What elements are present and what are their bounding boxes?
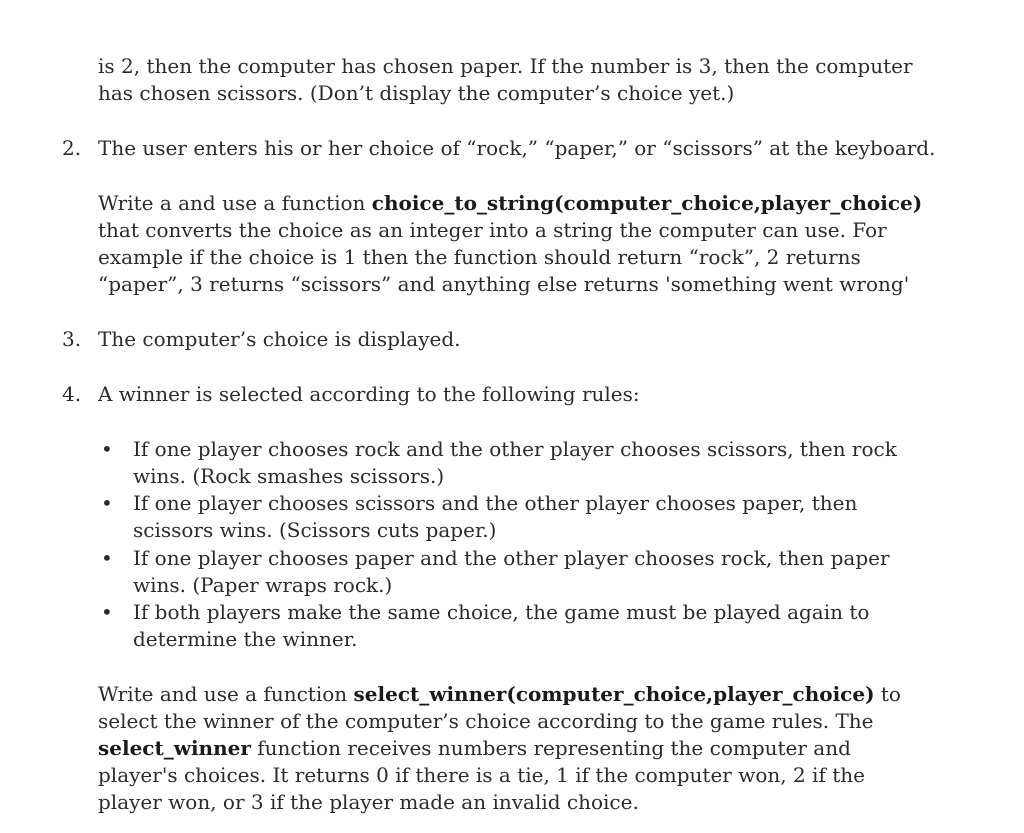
- step-2-paragraph-line-2: that converts the choice as an integer into a string the computer can use. For: [98, 218, 887, 242]
- step-2-text: The user enters his or her choice of “rock,” “paper,” or “scissors” at the keyboard.: [98, 136, 936, 160]
- step-4-paragraph-line-4: player's choices. It returns 0 if there is a tie, 1 if the computer won, 2 if the: [98, 763, 865, 787]
- select-winner-function-name: select_winner: [98, 736, 251, 760]
- rule-4-line-2: determine the winner.: [133, 627, 358, 651]
- rule-3-line-1: If one player chooses paper and the other player chooses rock, then paper: [133, 546, 890, 570]
- step-4-paragraph-line-3: [98, 735, 851, 762]
- intro-line-2: has chosen scissors. (Don’t display the computer’s choice yet.): [98, 81, 735, 105]
- step-4-paragraph-to: to: [874, 682, 901, 706]
- choice-to-string-function-name: choice_to_string(computer_choice,player_choice): [371, 191, 923, 215]
- step-2-paragraph-line-3: example if the choice is 1 then the function should return “rock”, 2 returns: [98, 245, 861, 269]
- rule-3-line-2: wins. (Paper wraps rock.): [133, 573, 393, 597]
- rule-4-line-1: If both players make the same choice, the game must be played again to: [133, 600, 870, 624]
- step-4-text: A winner is selected according to the following rules:: [98, 382, 640, 406]
- bullet-icon: •: [101, 546, 113, 570]
- step-3-number: 3.: [62, 327, 82, 351]
- rule-1-line-2: wins. (Rock smashes scissors.): [133, 464, 445, 488]
- step-2-number: 2.: [62, 136, 82, 160]
- bullet-icon: •: [101, 491, 113, 515]
- rule-2-line-2: scissors wins. (Scissors cuts paper.): [133, 518, 497, 542]
- step-4-paragraph-line-2: select the winner of the computer’s choice according to the game rules. The: [98, 709, 874, 733]
- step-2-paragraph-line-1: [98, 190, 922, 217]
- step-4-paragraph-line-5: player won, or 3 if the player made an invalid choice.: [98, 790, 639, 814]
- step-4-paragraph-line-1: [98, 681, 901, 708]
- rule-1-line-1: If one player chooses rock and the other player chooses scissors, then rock: [133, 437, 897, 461]
- rule-2-line-1: If one player chooses scissors and the other player chooses paper, then: [133, 491, 858, 515]
- select-winner-function-signature: select_winner(computer_choice,player_choice): [353, 682, 875, 706]
- step-3-text: The computer’s choice is displayed.: [98, 327, 461, 351]
- step-2-paragraph-line-4: “paper”, 3 returns “scissors” and anything else returns 'something went wrong': [98, 272, 910, 296]
- step-2-paragraph-intro: Write a and use a function: [98, 191, 372, 215]
- step-4-number: 4.: [62, 382, 82, 406]
- step-4-paragraph-line-3-rest: function receives numbers representing the computer and: [250, 736, 851, 760]
- bullet-icon: •: [101, 437, 113, 461]
- step-4-paragraph-intro: Write and use a function: [98, 682, 354, 706]
- bullet-icon: •: [101, 600, 113, 624]
- intro-line-1: is 2, then the computer has chosen paper. If the number is 3, then the computer: [98, 54, 913, 78]
